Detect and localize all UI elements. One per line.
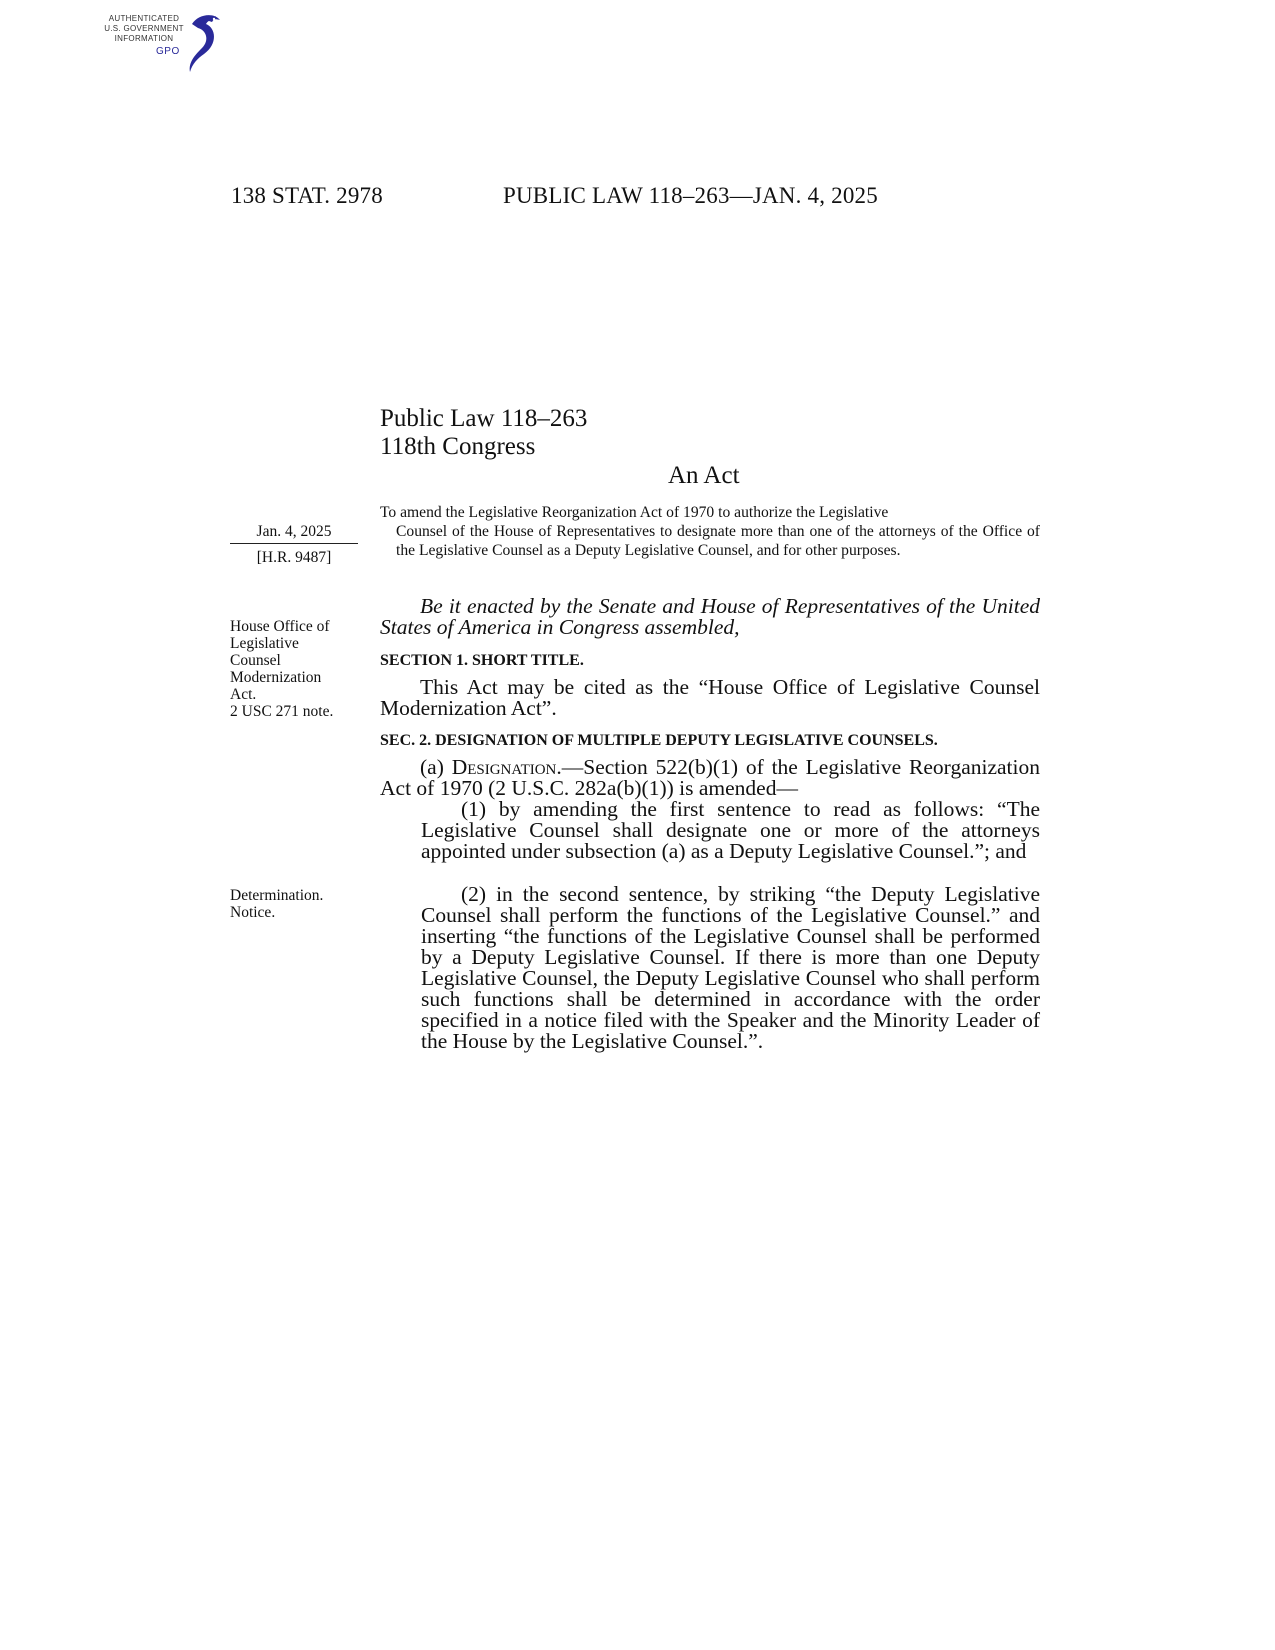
paragraph-1: (1) by amending the first sentence to read as follows: “The Legislative Counsel shall designate one or more of the attorneys appointed under subsection (a) as a Deputy Legislative Counsel.”; and	[421, 797, 1040, 863]
enacting-clause	[380, 596, 1040, 638]
paragraph-2: (2) in the second sentence, by striking “the Deputy Legislative Counsel shall perform the functions of the Legislative Counsel.” and inserting “the functions of the Legislative Counsel shall be performed by a Deputy Legislative Counsel. If there is more than one Deputy Legislative Counsel, the Deputy Legislative Counsel who shall perform such functions shall be determined in accordance with the order specified in a notice filed with the Speaker and the Minority Leader of the House by the Legislative Counsel.”.	[421, 882, 1040, 1053]
act-heading: An Act	[668, 462, 740, 489]
subsection-a-heading: Designation	[451, 755, 557, 779]
margin-note-line: Legislative	[230, 635, 299, 652]
eagle-icon	[184, 10, 224, 76]
margin-note-line: Notice.	[230, 904, 276, 921]
congress-number: 118th Congress	[380, 433, 536, 460]
seal-text-line-2: U.S. GOVERNMENT	[104, 24, 184, 33]
subsection-a	[380, 757, 1040, 799]
statute-page-citation: 138 STAT. 2978	[231, 183, 383, 208]
enacting-clause-text: Be it enacted by the Senate and House of Representatives of the United States of America in Congress assembled,	[380, 594, 1040, 639]
gpo-authentication-seal	[96, 10, 226, 76]
margin-note-line: 2 USC 271 note.	[230, 703, 334, 720]
margin-note-determination	[230, 887, 370, 921]
margin-note-line: Act.	[230, 686, 257, 703]
margin-note-line: Counsel	[230, 652, 281, 669]
seal-text-line-1: AUTHENTICATED	[108, 14, 180, 23]
purpose-first-line: To amend the Legislative Reorganization Act of 1970 to authorize the Legislative	[380, 504, 889, 521]
margin-enactment-date: Jan. 4, 2025	[230, 523, 358, 544]
running-title: PUBLIC LAW 118–263—JAN. 4, 2025	[503, 183, 878, 208]
margin-note-line: Determination.	[230, 887, 324, 904]
section-2-heading: SEC. 2. DESIGNATION OF MULTIPLE DEPUTY LEGISLATIVE COUNSELS.	[380, 732, 938, 749]
seal-gpo-mark: GPO	[156, 46, 180, 57]
seal-text-line-3: INFORMATION	[114, 34, 174, 43]
section-1-heading: SECTION 1. SHORT TITLE.	[380, 652, 584, 669]
subsection-a-text: .—Section 522(b)(1) of the Legislative Reorganization Act of 1970 (2 U.S.C. 282a(b)(1)) is amended—	[380, 755, 1040, 800]
subsection-a-prefix: (a)	[420, 755, 452, 779]
margin-note-line: House Office of	[230, 618, 330, 635]
margin-note-short-title	[230, 618, 370, 720]
margin-bill-number: [H.R. 9487]	[256, 549, 332, 566]
public-law-title: Public Law 118–263	[380, 405, 588, 432]
purpose-continuation: Counsel of the House of Representatives to designate more than one of the attorneys of the Office of the Legislative Counsel as a Deputy Legislative Counsel, and for other purposes.	[396, 523, 1040, 559]
margin-note-line: Modernization	[230, 669, 322, 686]
purpose-statement	[380, 503, 1040, 560]
section-1-text: This Act may be cited as the “House Office of Legislative Counsel Modernization Act”.	[380, 675, 1040, 720]
